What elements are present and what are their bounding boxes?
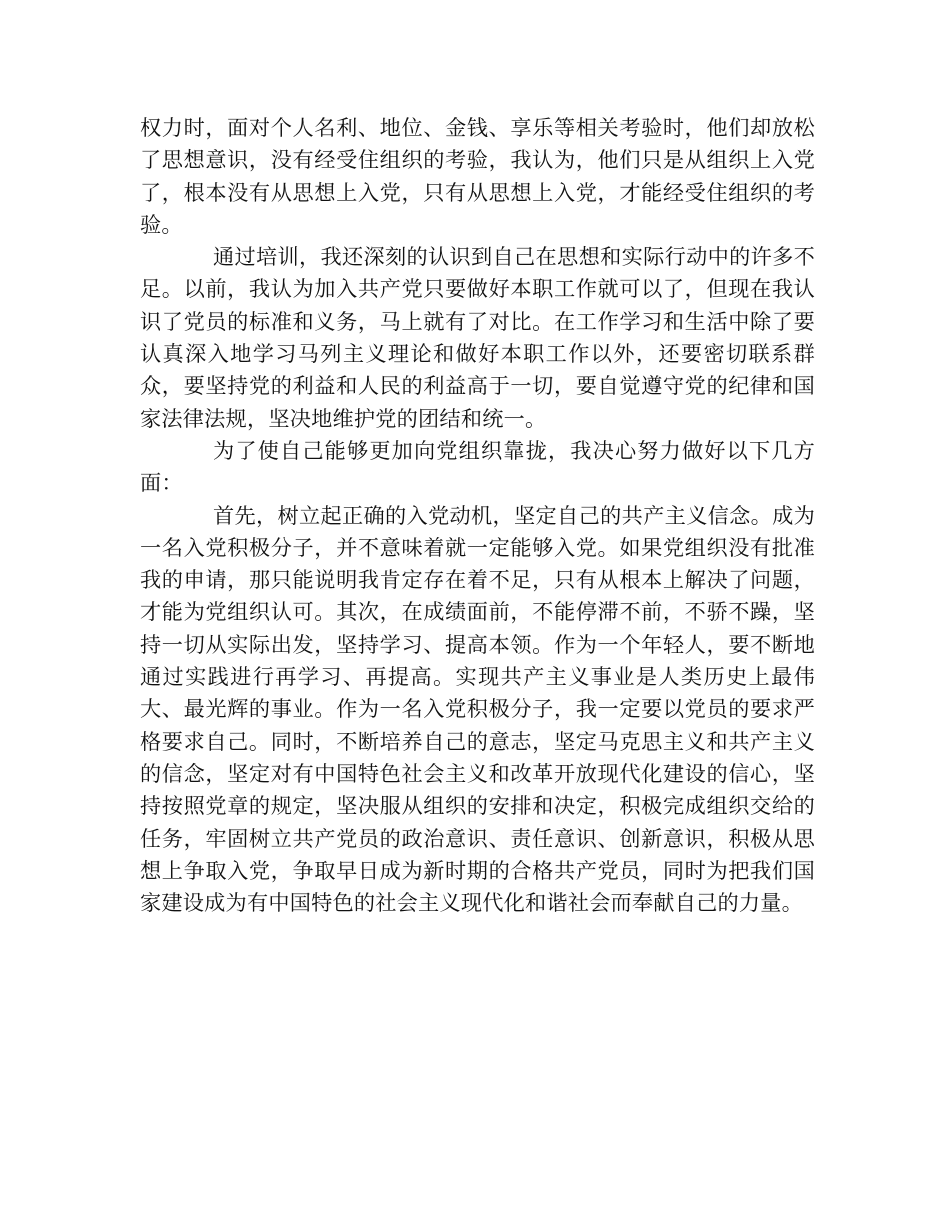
paragraph-3: 为了使自己能够更加向党组织靠拢，我决心努力做好以下几方面：: [140, 437, 815, 496]
paragraph-2: 通过培训，我还深刻的认识到自己在思想和实际行动中的许多不足。以前，我认为加入共产党只要做好本职工作就可以了，但现在我认识了党员的标准和义务，马上就有了对比。在工作学习和生活中除了要认真深入地学习马列主义理论和做好本职工作以外，还要密切联系群众，要坚持党的利益和人民的利益高于一切，要自觉遵守党的纪律和国家法律法规，坚决地维护党的团结和统一。: [140, 244, 815, 431]
document-body: [140, 112, 815, 919]
paragraph-4: 首先，树立起正确的入党动机，坚定自己的共产主义信念。成为一名入党积极分子，并不意味着就一定能够入党。如果党组织没有批准我的申请，那只能说明我肯定存在着不足，只有从根本上解决了问题，才能为党组织认可。其次，在成绩面前，不能停滞不前，不骄不躁，坚持一切从实际出发，坚持学习、提高本领。作为一个年轻人，要不断地通过实践进行再学习、再提高。实现共产主义事业是人类历史上最伟大、最光辉的事业。作为一名入党积极分子，我一定要以党员的要求严格要求自己。同时，不断培养自己的意志，坚定马克思主义和共产主义的信念，坚定对有中国特色社会主义和改革开放现代化建设的信心，坚持按照党章的规定，坚决服从组织的安排和决定，积极完成组织交给的任务，牢固树立共产党员的政治意识、责任意识、创新意识，积极从思想上争取入党，争取早日成为新时期的合格共产党员，同时为把我们国家建设成为有中国特色的社会主义现代化和谐社会而奉献自己的力量。: [140, 502, 815, 916]
paragraph-1: 权力时，面对个人名利、地位、金钱、享乐等相关考验时，他们却放松了思想意识，没有经受住组织的考验，我认为，他们只是从组织上入党了，根本没有从思想上入党，只有从思想上入党，才能经受住组织的考验。: [140, 115, 815, 237]
